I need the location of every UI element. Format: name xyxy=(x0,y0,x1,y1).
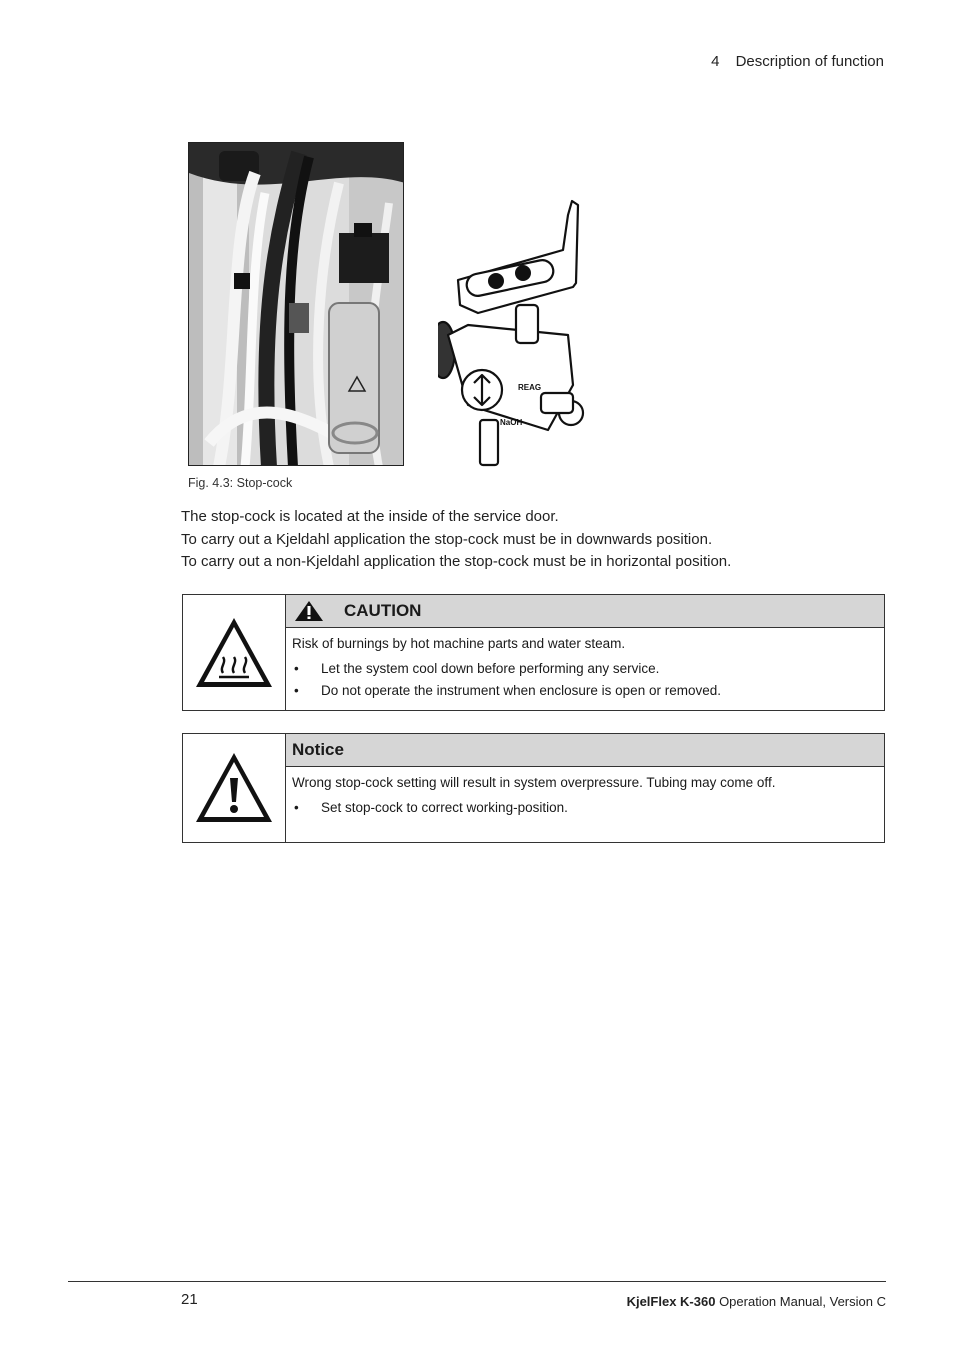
body-line: The stop-cock is located at the inside of the service door. xyxy=(181,508,559,525)
stop-cock-photo xyxy=(188,142,404,466)
notice-symbol-cell xyxy=(183,734,286,842)
list-item: • Do not operate the instrument when enclosure is open or removed. xyxy=(292,680,878,702)
page-header xyxy=(711,53,884,70)
body-line: To carry out a non-Kjeldahl application the stop-cock must be in horizontal position. xyxy=(181,553,732,570)
stop-cock-drawing xyxy=(438,195,598,470)
caution-box xyxy=(182,594,885,711)
list-item: • Set stop-cock to correct working-position. xyxy=(292,797,878,819)
document-name: Operation Manual, Version C xyxy=(715,1294,886,1309)
figure-caption: Fig. 4.3: Stop-cock xyxy=(188,476,293,490)
caution-title: CAUTION xyxy=(344,601,422,620)
caution-list xyxy=(292,658,878,702)
notice-box xyxy=(182,733,885,843)
valve-label-reag: REAG xyxy=(518,383,542,392)
body-line: To carry out a Kjeldahl application the stop-cock must be in downwards position. xyxy=(181,530,713,548)
caution-text: Risk of burnings by hot machine parts and water steam. xyxy=(292,636,626,651)
page-number: 21 xyxy=(181,1291,198,1308)
notice-list xyxy=(292,797,878,819)
hot-surface-warning-icon xyxy=(193,615,275,691)
section-title: Description of function xyxy=(735,53,884,70)
valve-label-naoh: NaOH xyxy=(500,418,523,427)
caution-symbol-cell xyxy=(183,595,286,710)
product-name: KjelFlex K-360 xyxy=(626,1294,716,1309)
body-text xyxy=(181,506,731,574)
footer-document-title xyxy=(627,1294,886,1309)
section-number: 4 xyxy=(711,53,720,70)
notice-text: Wrong stop-cock setting will result in system overpressure. Tubing may come off. xyxy=(292,775,776,790)
caution-triangle-icon xyxy=(292,599,326,623)
caution-title-bar xyxy=(286,595,884,628)
notice-title-bar xyxy=(286,734,884,767)
footer-divider xyxy=(68,1281,886,1282)
general-warning-icon xyxy=(193,750,275,826)
notice-title: Notice xyxy=(292,740,344,759)
list-item: • Let the system cool down before performing any service. xyxy=(292,658,878,680)
